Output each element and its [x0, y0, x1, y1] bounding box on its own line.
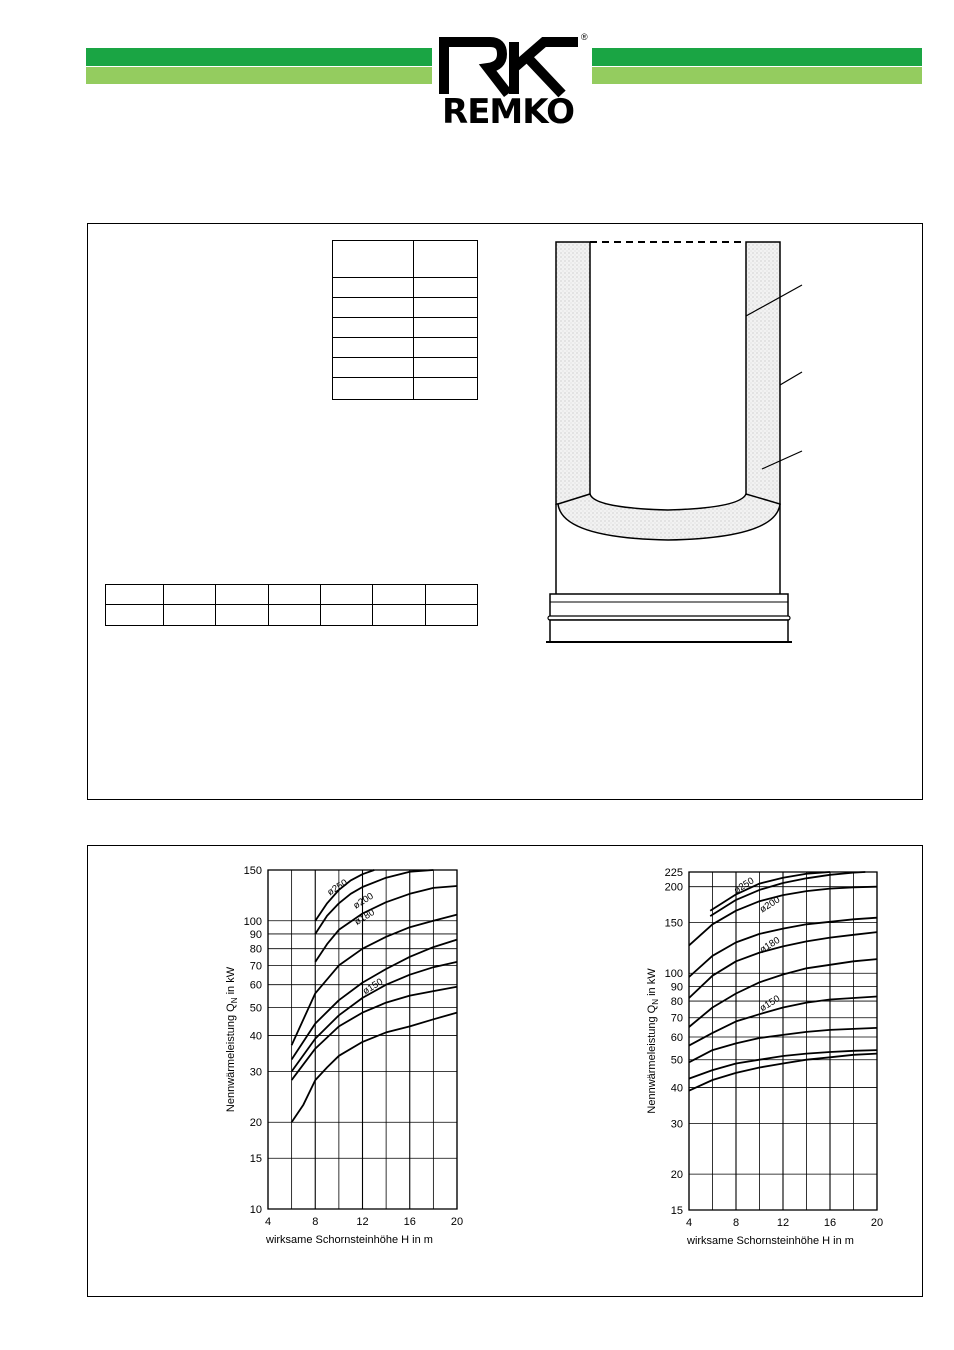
y-tick-label: 70: [670, 1012, 683, 1025]
x-axis-label: wirksame Schornsteinhöhe H in m: [266, 1234, 433, 1246]
y-tick-label: 60: [249, 979, 262, 992]
logo-text: REMKO: [442, 92, 574, 132]
y-tick-label: 100: [664, 968, 683, 981]
y-axis-label: [646, 968, 660, 1114]
x-axis-label: wirksame Schornsteinhöhe H in m: [687, 1235, 854, 1247]
x-tick-label: 12: [776, 1217, 790, 1229]
y-tick-label: 15: [670, 1205, 683, 1217]
x-tick-label: 4: [685, 1217, 693, 1229]
x-tick-label: 8: [732, 1217, 740, 1229]
y-tick-label: 150: [243, 865, 262, 877]
y-axis-label-main: Nennwärmeleistung Q: [646, 1004, 658, 1114]
y-tick-label: 50: [670, 1054, 683, 1067]
series-line-8: [292, 1013, 457, 1123]
y-tick-label: 10: [249, 1204, 262, 1216]
registered-mark: ®: [581, 32, 588, 42]
x-tick-label: 16: [403, 1216, 416, 1228]
curve-label: ø180: [757, 934, 783, 956]
curve-label: ø180: [352, 906, 377, 928]
brand-logo: [432, 30, 592, 134]
header-bar-light-right: [574, 67, 922, 84]
x-tick-label: 20: [870, 1217, 884, 1229]
x-tick-label: 8: [312, 1216, 319, 1228]
curve-label: ø150: [757, 993, 783, 1015]
y-tick-label: 40: [249, 1030, 262, 1043]
chimney-section-diagram: [540, 232, 820, 652]
x-tick-label: 4: [264, 1216, 272, 1228]
y-tick-label: 40: [670, 1082, 683, 1095]
y-tick-label: 150: [664, 917, 683, 930]
header-bar-dark-left: [86, 48, 432, 66]
y-tick-label: 20: [249, 1117, 262, 1130]
header-bar-light-left: [86, 67, 432, 84]
capacity-chart-right: [620, 858, 910, 1258]
table-row: [333, 241, 478, 278]
values-table: [105, 584, 478, 626]
table-row: [333, 278, 478, 298]
x-tick-label: 16: [823, 1217, 837, 1229]
y-tick-label: 20: [670, 1169, 683, 1182]
x-tick-label: 12: [356, 1216, 369, 1228]
y-axis-label-unit: in kW: [646, 968, 658, 999]
y-tick-label: 100: [243, 915, 262, 928]
y-tick-label: 90: [670, 981, 683, 994]
curve-label: ø150: [360, 976, 386, 998]
y-axis-label-unit: in kW: [225, 966, 237, 998]
y-tick-label: 90: [249, 928, 262, 941]
header-bar-dark-right: [574, 48, 922, 66]
dimension-table: [332, 240, 478, 400]
table-row: [106, 585, 478, 605]
y-tick-label: 80: [249, 943, 262, 956]
y-tick-label: 30: [249, 1066, 262, 1079]
series-line-7: [292, 987, 457, 1080]
y-tick-label: 60: [670, 1031, 683, 1044]
y-tick-label: 200: [664, 881, 683, 894]
table-row: [333, 298, 478, 318]
x-tick-label: 20: [450, 1216, 464, 1228]
y-tick-label: 225: [664, 867, 683, 879]
logo-mark-icon: [438, 34, 582, 98]
table-row: [333, 378, 478, 400]
y-axis-label: [225, 966, 239, 1112]
y-tick-label: 30: [670, 1118, 683, 1131]
y-tick-label: 70: [249, 960, 262, 973]
y-tick-label: 15: [249, 1153, 262, 1166]
curve-label: ø200: [757, 894, 783, 916]
y-tick-label: 50: [249, 1002, 262, 1015]
table-row: [333, 338, 478, 358]
table-row: [333, 318, 478, 338]
series-line-5: [292, 940, 457, 1060]
series-line-2: [315, 870, 433, 934]
series-line-6: [292, 962, 457, 1072]
capacity-chart-left: [200, 858, 490, 1258]
table-row: [106, 605, 478, 626]
curve-label: ø250: [325, 877, 350, 899]
curve-label: ø200: [351, 890, 376, 912]
y-axis-label-subscript: N: [651, 998, 660, 1005]
y-tick-label: 80: [670, 996, 683, 1009]
y-axis-label-subscript: N: [230, 997, 239, 1004]
table-row: [333, 358, 478, 378]
curve-label: ø250: [731, 875, 757, 897]
y-axis-label-main: Nennwärmeleistung Q: [225, 1003, 237, 1113]
